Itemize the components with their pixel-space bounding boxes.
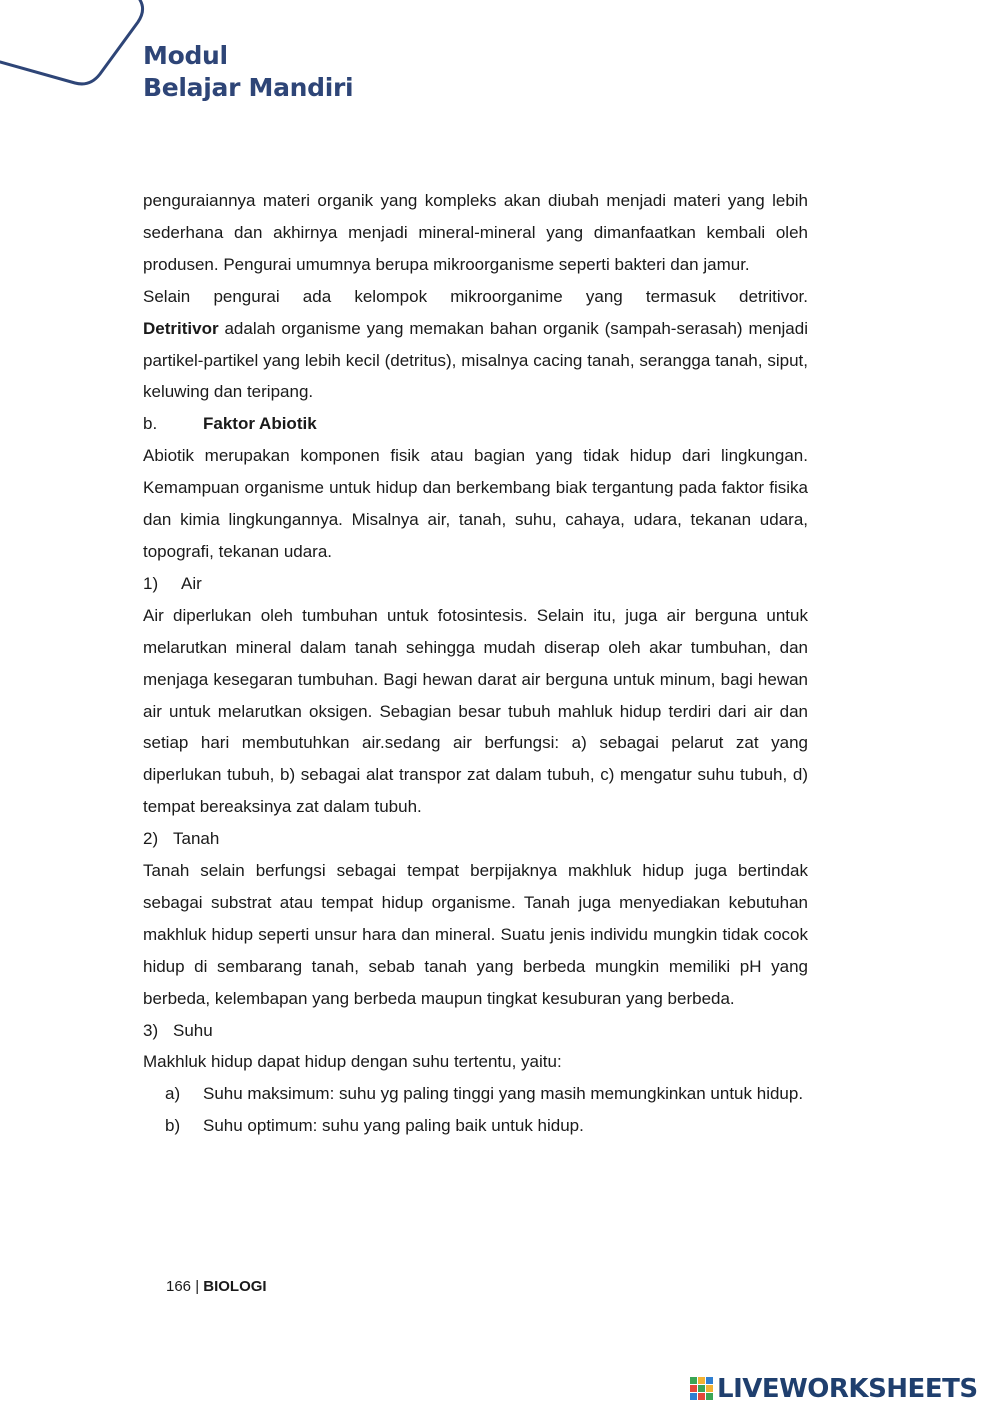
page-content	[143, 185, 808, 1142]
list-label-b: b)	[165, 1116, 181, 1136]
section-b-title: Faktor Abiotik	[203, 414, 317, 434]
paragraph-suhu: Makhluk hidup dapat hidup dengan suhu tertentu, yaitu:	[143, 1052, 562, 1072]
brand-line-1: Modul	[143, 41, 228, 70]
item-tanah-heading	[143, 823, 808, 855]
liveworksheets-blocks-icon	[690, 1377, 714, 1401]
item-suhu-heading	[143, 1015, 808, 1047]
brand-line-2: Belajar Mandiri	[143, 73, 354, 102]
footer-separator: |	[191, 1278, 204, 1295]
item-air-heading	[143, 568, 808, 600]
header-decoration	[0, 0, 160, 95]
paragraph-detritivor	[143, 313, 808, 409]
paragraph-detritivor-intro: Selain pengurai ada kelompok mikroorganime yang termasuk detritivor.	[143, 286, 808, 306]
page-footer	[166, 1277, 267, 1297]
detritivor-definition: adalah organisme yang memakan bahan organik (sampah-serasah) menjadi partikel-partikel yang lebih kecil (detritus), misalnya cacing tanah, serangga tanah, siput, keluwing dan teripang.	[143, 318, 808, 402]
item-suhu-number: 3)	[143, 1020, 159, 1040]
liveworksheets-logo	[690, 1374, 978, 1404]
term-detritivor: Detritivor	[143, 318, 219, 338]
paragraph-tanah: Tanah selain berfungsi sebagai tempat berpijaknya makhluk hidup juga bertindak sebagai substrat atau tempat hidup organisme. Tanah juga menyediakan kebutuhan makhluk hidup seperti unsur hara dan mineral. Suatu jenis individu mungkin tidak cocok hidup di sembarang tanah, sebab tanah yang berbeda mungkin memiliki pH yang berbeda, kelembapan yang berbeda maupun tingkat kesuburan yang berbeda.	[143, 861, 808, 1008]
list-item-suhu-optimum	[165, 1110, 808, 1142]
list-text-a: Suhu maksimum: suhu yg paling tinggi yang masih memungkinkan untuk hidup.	[203, 1084, 804, 1104]
section-b-label: b.	[143, 414, 158, 434]
item-suhu-title: Suhu	[173, 1020, 213, 1040]
list-label-a: a)	[165, 1084, 181, 1104]
page-number: 166	[166, 1278, 192, 1295]
module-brand	[143, 40, 353, 104]
list-text-b: Suhu optimum: suhu yang paling baik untuk hidup.	[203, 1116, 584, 1136]
paragraph-abiotik: Abiotik merupakan komponen fisik atau bagian yang tidak hidup dari lingkungan. Kemampuan organisme untuk hidup dan berkembang biak tergantung pada faktor fisika dan kimia lingkungannya. Misalnya air, tanah, suhu, cahaya, udara, tekanan udara, topografi, tekanan udara.	[143, 446, 808, 561]
paragraph-pengurai: penguraiannya materi organik yang kompleks akan diubah menjadi materi yang lebih sederhana dan akhirnya menjadi mineral-mineral yang dimanfaatkan kembali oleh produsen. Pengurai umumnya berupa mikroorganisme seperti bakteri dan jamur.	[143, 191, 808, 274]
item-tanah-number: 2)	[143, 829, 159, 849]
list-item-suhu-maksimum	[165, 1078, 808, 1110]
item-air-number: 1)	[143, 573, 159, 593]
footer-subject: BIOLOGI	[203, 1278, 267, 1295]
section-b-heading	[143, 408, 808, 440]
paragraph-air: Air diperlukan oleh tumbuhan untuk fotosintesis. Selain itu, juga air berguna untuk melarutkan mineral dalam tanah sehingga mudah diserap oleh akar tumbuhan, dan menjaga kesegaran tumbuhan. Bagi hewan darat air berguna untuk minum, bagi hewan air untuk melarutkan oksigen. Sebagian besar tubuh mahluk hidup terdiri dari air dan setiap hari membutuhkan air.sedang air berfungsi: a) sebagai pelarut zat yang diperlukan tubuh, b) sebagai alat transpor zat dalam tubuh, c) mengatur suhu tubuh, d) tempat bereaksinya zat dalam tubuh.	[143, 605, 808, 817]
liveworksheets-wordmark: LIVEWORKSHEETS	[717, 1374, 978, 1404]
item-tanah-title: Tanah	[173, 829, 220, 849]
item-air-title: Air	[181, 573, 202, 593]
